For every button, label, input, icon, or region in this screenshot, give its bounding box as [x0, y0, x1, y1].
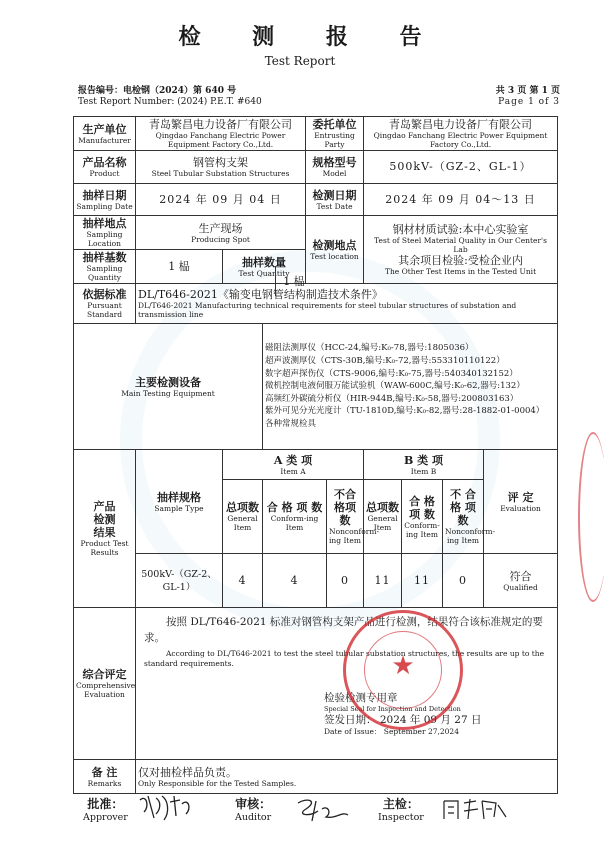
- equipment-item: 超声波测厚仪（CTS-30B,编号:K₀-72,器号:553310110122）: [265, 356, 505, 367]
- report-number-cn: 报告编号：电检钢（2024）第 640 号: [78, 86, 237, 96]
- model-value: 500kV-（GZ-2、GL-1）: [364, 151, 558, 184]
- approver-signature: [136, 790, 196, 824]
- page-info-en: Page 1 of 3: [498, 97, 560, 107]
- report-number-en: Test Report Number: (2024) P.E.T. #640: [78, 97, 262, 107]
- equipment-list: [263, 324, 558, 450]
- evaluation-header: 评 定 Evaluation: [484, 450, 558, 554]
- a-total-value: 4: [223, 554, 263, 608]
- equipment-item: 紫外可见分光光度计（TU-1810D,编号:K₀-82,器号:28-1882-01-0004）: [265, 406, 545, 417]
- manufacturer-value: 青岛繁昌电力设备厂有限公司 Qingdao Fanchang Electric Power Equipment Factory Co.,Ltd.: [136, 117, 306, 151]
- results-label: 产品 检测 结果 Product Test Results: [74, 450, 136, 608]
- sampling-base-label: 抽样基数 Sampling Quantity: [74, 250, 136, 284]
- spec-label: 抽样规格 Sample Type: [136, 450, 223, 554]
- row-evaluation: [74, 608, 558, 760]
- test-location-value: 钢材材质试验:本中心实验室 Test of Steel Material Quality in Our Center's Lab 其余项目检验:受检企业内 The Other Test Items in the Tested Unit: [364, 216, 558, 284]
- report-title: 检 测 报 告: [178, 24, 444, 50]
- row-sampling-location: [74, 216, 558, 250]
- seam-seal: [578, 432, 608, 602]
- row-product: [74, 151, 558, 184]
- equipment-item: 高频红外碳硫分析仪（HIR-944B,编号:K₀-58,器号:200803163）: [265, 393, 519, 404]
- sampling-base-value: 1 榀: [136, 250, 223, 284]
- entrusting-label: 委托单位 Entrusting Party: [306, 117, 364, 151]
- product-value: 钢管构支架 Steel Tubular Substation Structures: [136, 151, 306, 184]
- item-a-header: A 类 项 Item A: [223, 450, 364, 480]
- row-dates: [74, 184, 558, 216]
- row-remarks: [74, 760, 558, 794]
- approver-block: [83, 795, 128, 823]
- sampling-location-label: 抽样地点 Sampling Location: [74, 216, 136, 250]
- a-conform-value: 4: [263, 554, 327, 608]
- auditor-signature: [292, 795, 352, 825]
- row-results-header: [74, 450, 558, 480]
- auditor-label-en: Auditor: [235, 812, 272, 823]
- approver-label-en: Approver: [83, 812, 128, 823]
- a-nonconform-value: 0: [327, 554, 364, 608]
- evaluation-value: 符合 Qualified: [484, 554, 558, 608]
- equipment-item: 微机控制电液伺服万能试验机（WAW-600C,编号:K₀-62,器号:132）: [265, 381, 525, 392]
- b-nonconform-value: 0: [443, 554, 484, 608]
- inspector-block: [378, 795, 424, 823]
- evaluation-label: 综合评定 Comprehensive Evaluation: [74, 608, 136, 760]
- b-nonconform-header: 不 合 格 项 数 Nonconform-ing Item: [443, 480, 484, 554]
- sample-qty-label: 抽样数量 Test Quantity: [223, 250, 306, 284]
- equipment-item: 各种常规检具: [265, 418, 317, 429]
- b-total-value: 11: [364, 554, 402, 608]
- report-subtitle: Test Report: [264, 54, 336, 68]
- manufacturer-label: 生产单位 Manufacturer: [74, 117, 136, 151]
- standard-value: DL/T646-2021《输变电钢管结构制造技术条件》 DL/T646-2021 Manufacturing technical requirements for steel tubular structures of substation and transmission line: [136, 284, 558, 324]
- inspector-label-cn: 主检：: [382, 797, 419, 811]
- stamp-label-en: Special Seal for Inspection and Detection: [324, 705, 461, 713]
- stamp-label-cn: 检验检测专用章: [324, 692, 398, 704]
- item-b-header: B 类 项 Item B: [364, 450, 484, 480]
- auditor-label-cn: 审核：: [235, 797, 272, 811]
- equipment-item: 数字超声探伤仪（CTS-9006,编号:K₀-75,器号:540340132152）: [265, 368, 518, 379]
- issue-date-cn: 签发日期： 2024 年 09 月 27 日: [324, 714, 482, 726]
- approver-label-cn: 批准：: [87, 797, 124, 811]
- seal-star-icon: ★: [391, 651, 415, 681]
- row-results-data: [74, 554, 558, 608]
- issue-date-en: Date of Issue： September 27,2024: [324, 727, 459, 736]
- a-conform-header: 合 格 项 数 Conform-ing Item: [263, 480, 327, 554]
- model-label: 规格型号 Model: [306, 151, 364, 184]
- sample-qty-value: 1 榀: [275, 266, 312, 296]
- page-info-cn: 共 3 页 第 1 页: [495, 86, 560, 96]
- auditor-block: [235, 795, 271, 823]
- remarks-label: 备 注 Remarks: [74, 760, 136, 794]
- row-equipment: [74, 324, 558, 450]
- report-number: [78, 86, 262, 108]
- standard-label: 依据标准 Pursuant Standard: [74, 284, 136, 324]
- equipment-item: 磁阻法测厚仪（HCC-24,编号:K₀-78,器号:1805036）: [265, 343, 474, 354]
- b-total-header: 总项数 General Item: [364, 480, 402, 554]
- sampling-location-value: 生产现场 Producing Spot: [136, 216, 306, 250]
- evaluation-text-en: According to DL/T646-2021 to test the steel tubular substation structures, the results are up to the standard requirements.: [144, 649, 545, 668]
- b-conform-value: 11: [402, 554, 443, 608]
- test-location-label: 检测地点 Test location: [306, 216, 364, 284]
- sampling-date-label: 抽样日期 Sampling Date: [74, 184, 136, 216]
- a-nonconform-header: 不合格项数 Nonconform-ing Item: [327, 480, 364, 554]
- product-label: 产品名称 Product: [74, 151, 136, 184]
- report-table: [73, 116, 558, 794]
- inspector-label-en: Inspector: [378, 812, 424, 823]
- spec-value: 500kV-（GZ-2、GL-1）: [136, 554, 223, 608]
- b-conform-header: 合 格 项 数 Conform-ing Item: [402, 480, 443, 554]
- evaluation-text-cn: 按照 DL/T646-2021 标准对钢管构支架产品进行检测，结果符合该标准规定的要求。: [144, 616, 543, 644]
- equipment-label: 主要检测设备 Main Testing Equipment: [74, 324, 263, 450]
- test-date-label: 检测日期 Test Date: [306, 184, 364, 216]
- a-total-header: 总项数 General Item: [223, 480, 263, 554]
- sampling-date-value: 2024 年 09 月 04 日: [136, 184, 306, 216]
- entrusting-value: 青岛繁昌电力设备厂有限公司 Qingdao Fanchang Electric Power Equipment Factory Co.,Ltd.: [364, 117, 558, 151]
- remarks-value: 仅对抽检样品负责。 Only Responsible for the Tested Samples.: [136, 760, 558, 794]
- inspector-signature: [440, 795, 510, 823]
- row-manufacturer: [74, 117, 558, 151]
- row-standard: [74, 284, 558, 324]
- test-date-value: 2024 年 09 月 04～13 日: [364, 184, 558, 216]
- page-info: [460, 86, 560, 108]
- official-seal: [343, 610, 463, 730]
